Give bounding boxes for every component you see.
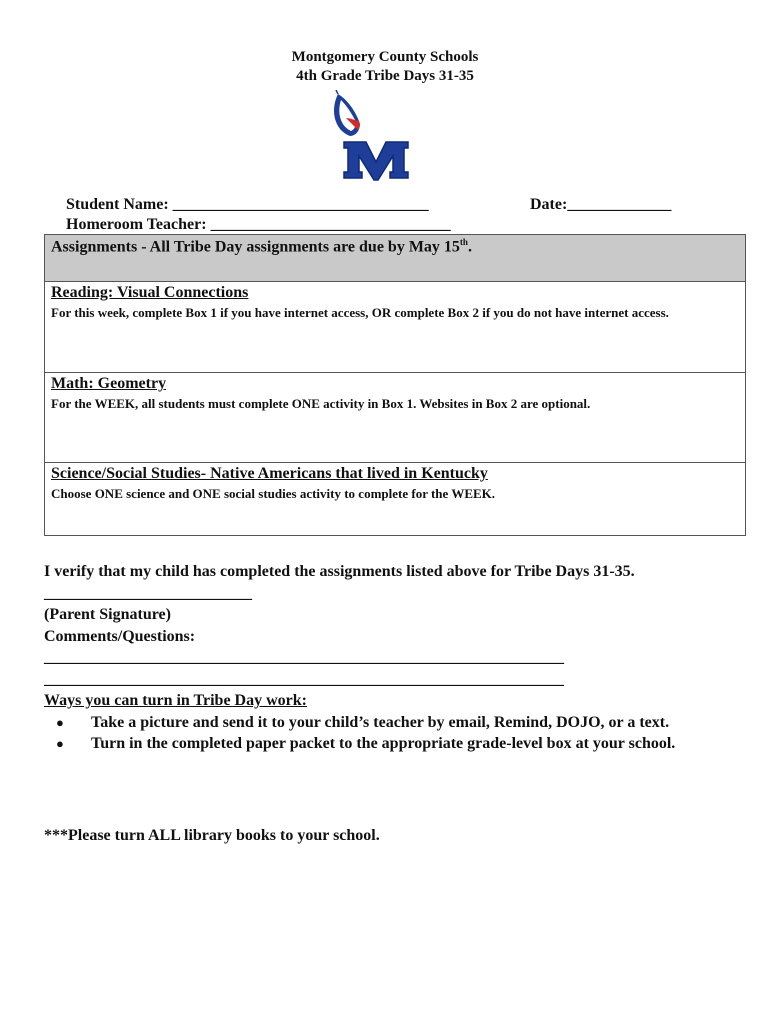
- document-title: 4th Grade Tribe Days 31-35: [296, 68, 474, 84]
- list-item: [44, 733, 704, 755]
- homeroom-teacher-field[interactable]: Homeroom Teacher: ______________________________: [66, 216, 451, 233]
- math-desc: For the WEEK, all students must complete ONE activity in Box 1. Websites in Box 2 are optional.: [51, 396, 591, 411]
- library-books-note: ***Please turn ALL library books to your school.: [44, 827, 380, 844]
- date-field[interactable]: Date:_____________: [530, 196, 672, 213]
- student-name-field[interactable]: Student Name: ________________________________: [66, 196, 429, 213]
- science-row: [45, 463, 745, 535]
- list-item: [44, 712, 704, 734]
- ways-heading: Ways you can turn in Tribe Day work:: [44, 692, 307, 709]
- comments-line-2[interactable]: _________________________________________________________________: [44, 670, 564, 688]
- way-item-2: Turn in the completed paper packet to the appropriate grade-level box at your school.: [91, 735, 676, 752]
- assignments-table: [44, 234, 746, 536]
- comments-label: Comments/Questions:: [44, 627, 196, 645]
- parent-signature-line[interactable]: __________________________: [44, 584, 252, 602]
- bullet-icon: ●: [56, 736, 64, 751]
- ways-list: [44, 712, 704, 755]
- verification-statement: I verify that my child has completed the assignments listed above for Tribe Days 31-35.: [44, 563, 635, 580]
- school-logo: [316, 90, 436, 185]
- comments-line-1[interactable]: _________________________________________________________________: [44, 649, 564, 666]
- parent-signature-label: (Parent Signature): [44, 606, 171, 623]
- feather-icon: [316, 90, 436, 185]
- assignments-due-end: .: [467, 238, 472, 256]
- assignments-due-text: Assignments - All Tribe Day assignments are due by May 15: [51, 238, 460, 256]
- assignments-header-row: [45, 235, 745, 282]
- reading-row: [45, 282, 745, 373]
- science-title: Science/Social Studies- Native Americans that lived in Kentucky: [51, 465, 488, 482]
- verification-section: [44, 561, 744, 755]
- school-name: Montgomery County Schools: [291, 49, 479, 65]
- math-row: [45, 373, 745, 463]
- math-title: Math: Geometry: [51, 375, 167, 392]
- way-item-1: Take a picture and send it to your child’s teacher by email, Remind, DOJO, or a text.: [91, 713, 670, 731]
- reading-desc: For this week, complete Box 1 if you have internet access, OR complete Box 2 if you do not have internet access.: [51, 305, 669, 320]
- reading-title: Reading: Visual Connections: [51, 284, 249, 301]
- bullet-icon: ●: [56, 714, 64, 730]
- science-desc: Choose ONE science and ONE social studies activity to complete for the WEEK.: [51, 486, 496, 501]
- assignments-due-sup: th: [459, 237, 468, 247]
